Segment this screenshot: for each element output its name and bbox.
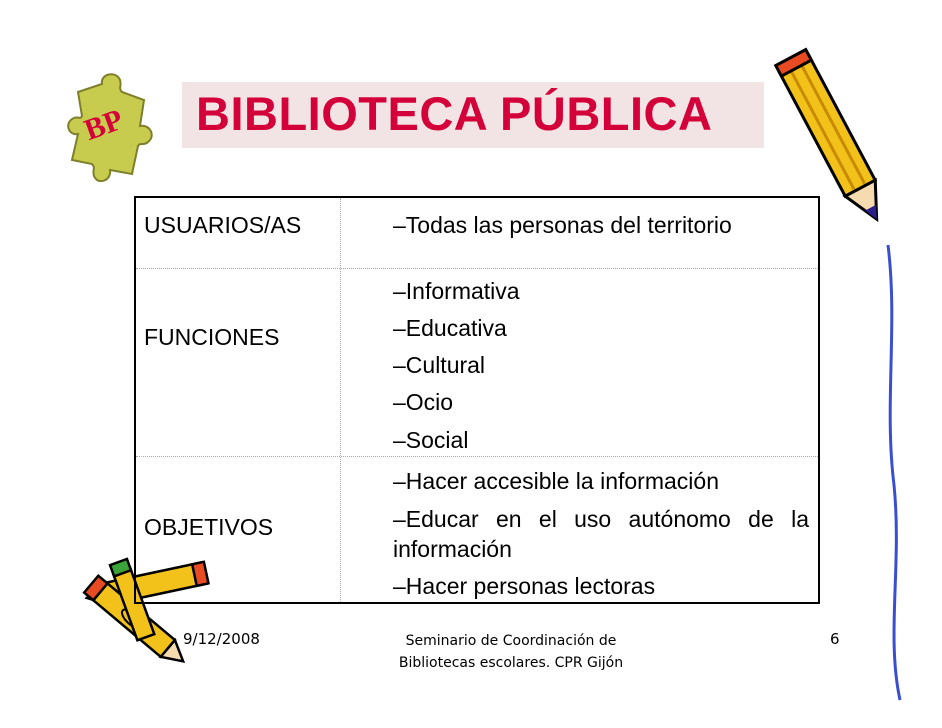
info-table — [134, 196, 820, 604]
list-item: –Social — [393, 427, 469, 453]
list-item: –Hacer personas lectoras — [393, 573, 656, 599]
list-item: –Informativa — [393, 278, 520, 304]
row-divider — [136, 456, 818, 457]
list-item: información — [393, 536, 512, 562]
decorative-blue-line — [878, 245, 918, 705]
page-number: 6 — [830, 630, 840, 648]
footer-center-line: Seminario de Coordinación de — [405, 633, 617, 649]
column-divider — [340, 198, 341, 602]
footer-date: 9/12/2008 — [183, 630, 260, 648]
row-label-funciones: FUNCIONES — [144, 324, 280, 350]
list-item: –Educativa — [393, 315, 507, 341]
footer-center-line: Bibliotecas escolares. CPR Gijón — [398, 655, 624, 671]
list-item: –Hacer accesible la información — [393, 468, 719, 494]
list-item: –Educar en el uso autónomo de la — [393, 506, 809, 532]
list-item: –Cultural — [393, 352, 486, 378]
row-label-usuarios: USUARIOS/AS — [144, 212, 302, 238]
logo-text: BP — [80, 102, 128, 148]
list-item: –Todas las personas del territorio — [393, 212, 732, 238]
row-label-objetivos: OBJETIVOS — [144, 514, 274, 540]
puzzle-piece-logo — [60, 70, 170, 200]
page-title: BIBLIOTECA PÚBLICA — [196, 87, 713, 140]
row-divider — [136, 268, 818, 269]
footer-center-text — [382, 630, 640, 674]
list-item: –Ocio — [393, 389, 454, 415]
